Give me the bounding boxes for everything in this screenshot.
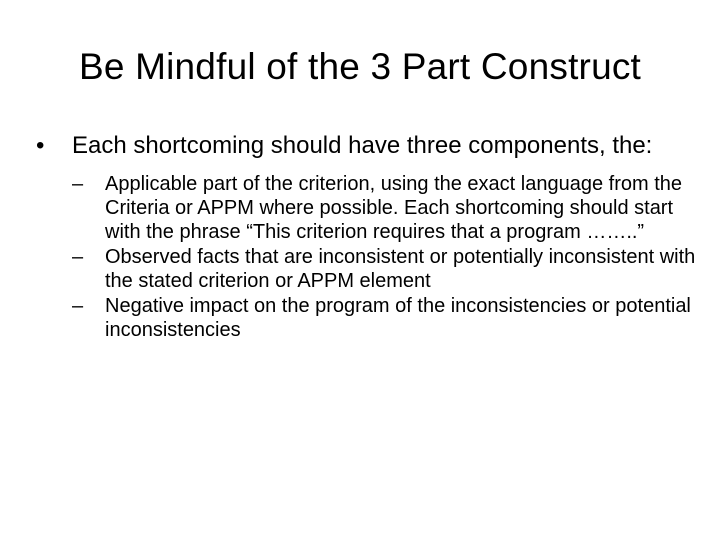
bullet-item <box>36 131 696 160</box>
dash-marker: – <box>72 246 84 268</box>
subbullet-item <box>72 172 696 244</box>
subbullet-text: Negative impact on the program of the inconsistencies or potential inconsistencies <box>105 295 691 341</box>
subbullet-text: Observed facts that are inconsistent or potentially inconsistent with the stated criterion or APPM element <box>105 246 696 292</box>
subbullet-item <box>72 294 696 342</box>
subbullet-item <box>72 245 696 293</box>
slide-title: Be Mindful of the 3 Part Construct <box>78 46 642 87</box>
slide-body <box>36 131 696 343</box>
subbullet-text: Applicable part of the criterion, using the exact language from the Criteria or APPM where possible. Each shortcoming should start with the phrase “This criterion requires that a program ……..” <box>105 173 683 243</box>
bullet-marker: • <box>36 132 45 159</box>
subbullet-list <box>36 172 696 342</box>
dash-marker: – <box>72 295 84 317</box>
dash-marker: – <box>72 173 84 195</box>
bullet-text: Each shortcoming should have three components, the: <box>72 132 653 159</box>
